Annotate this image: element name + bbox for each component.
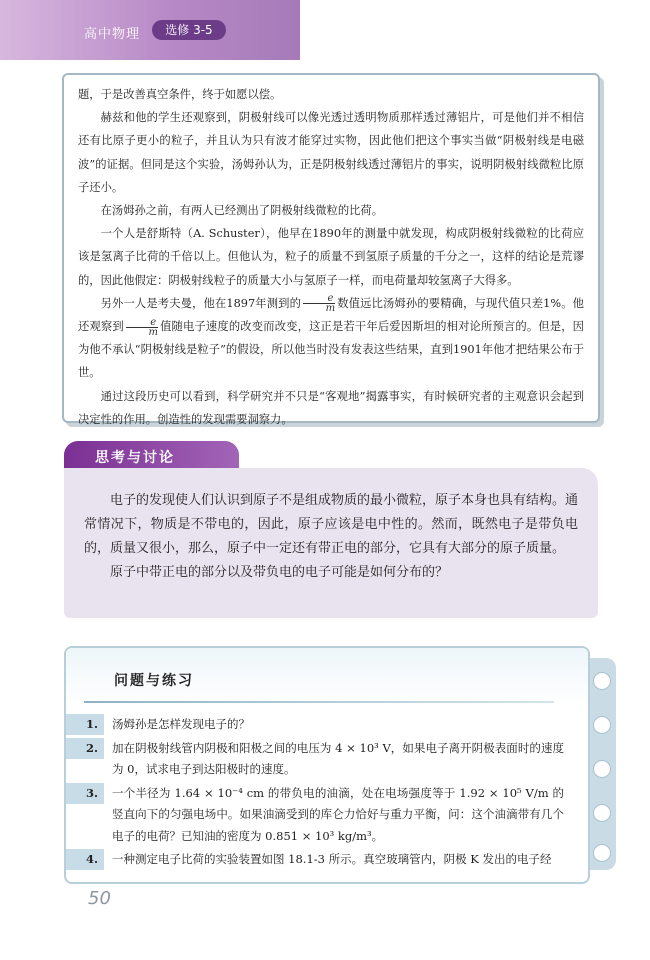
binder-ring-icon — [593, 672, 611, 690]
list-item — [66, 714, 588, 736]
fraction-e-over-m — [126, 318, 158, 337]
paragraph: 通过这段历史可以看到，科学研究并不只是“客观地”揭露事实，有时候研究者的主观意识会起到决定性的作用。创造性的发现需要洞察力。 — [78, 389, 584, 426]
book-title: 高中物理 — [84, 27, 141, 42]
exercise-list — [66, 714, 588, 873]
reading-box — [62, 73, 600, 426]
fraction-numerator: e — [303, 294, 335, 304]
binder-ring-icon — [593, 804, 611, 822]
item-number: 1. — [66, 714, 104, 735]
paragraph: 题，于是改善真空条件，终于如愿以偿。 — [78, 88, 282, 101]
discussion-paragraph: 原子中带正电的部分以及带负电的电子可能是如何分布的？ — [110, 565, 449, 580]
fraction-numerator: e — [126, 318, 158, 328]
item-text: 一种测定电子比荷的实验装置如图 18.1-3 所示。真空玻璃管内，阴极 K 发出的电子经 — [112, 852, 552, 866]
header-bar — [0, 0, 300, 60]
text-segment: 另外一人是考夫曼，他在1897年测到的 — [100, 296, 302, 310]
exercise-box — [64, 646, 590, 884]
binder-tabs — [586, 658, 616, 870]
text-segment: 值随电子速度的改变而改变，这正是若干年后爱因斯坦的相对论所预言的。但是，因为他不承认“阴极射线是粒子”的假设，所以他当时没有发表这些结果，直到1901年他才把结果公布于世。 — [78, 320, 584, 380]
discussion-title: 思考与讨论 — [95, 450, 175, 466]
discussion-paragraph: 电子的发现使人们认识到原子不是组成物质的最小微粒，原子本身也具有结构。通常情况下，物质是不带电的，因此，原子应该是电中性的。然而，既然电子是带负电的，质量又很小，那么，原子中一定还有带正电的部分，它具有大部分的原子质量。 — [84, 493, 579, 556]
fraction-e-over-m — [303, 294, 335, 313]
binder-ring-icon — [593, 844, 611, 862]
fraction-denominator: m — [325, 303, 336, 315]
list-item — [66, 849, 588, 871]
discussion-box — [64, 468, 598, 618]
item-text: 加在阴极射线管内阴极和阳极之间的电压为 4 × 10³ V，如果电子离开阴极表面时的速度为 0，试求电子到达阳极时的速度。 — [112, 740, 564, 776]
reading-content — [78, 83, 584, 431]
item-number: 3. — [66, 783, 104, 804]
exercise-title: 问题与练习 — [114, 673, 194, 689]
item-number: 4. — [66, 849, 104, 870]
list-item — [66, 738, 588, 781]
paragraph: 赫兹和他的学生还观察到，阴极射线可以像光透过透明物质那样透过薄铝片，可是他们并不相信还有比原子更小的粒子，并且认为只有波才能穿过实物，因此他们把这个事实当做“阴极射线是电磁波”的证据。但同是这个实验，汤姆孙认为，正是阴极射线透过薄铝片的事实，说明阴极射线微粒比原子还小。 — [78, 111, 584, 194]
text-segment: 数值远比汤姆孙的要精确，与现代值只差1%。他还观察到 — [78, 296, 584, 334]
paragraph-kaufmann — [78, 292, 584, 385]
paragraph: 在汤姆孙之前，有两人已经测出了阴极射线微粒的比荷。 — [100, 204, 384, 218]
divider — [84, 701, 554, 703]
binder-ring-icon — [593, 716, 611, 734]
page-number: 50 — [88, 888, 111, 909]
list-item — [66, 783, 588, 848]
volume-badge: 选修 3-5 — [152, 20, 226, 40]
item-text: 汤姆孙是怎样发现电子的？ — [112, 717, 250, 731]
fraction-denominator: m — [148, 326, 158, 338]
paragraph: 一个人是舒斯特（A. Schuster），他早在1890年的测量中就发现，构成阴极射线微粒的比荷应该是氢离子比荷的千倍以上。但他认为，粒子的质量不到氢原子质量的千分之一，这样的结论是荒谬的，因此他假定：阴极射线粒子的质量大小与氢原子一样，而电荷量却较氢离子大得多。 — [78, 227, 584, 287]
discussion-content — [84, 489, 578, 585]
binder-ring-icon — [593, 760, 611, 778]
item-number: 2. — [66, 738, 104, 759]
item-text: 一个半径为 1.64 × 10⁻⁴ cm 的带负电的油滴，处在电场强度等于 1.92 × 10⁵ V/m 的竖直向下的匀强电场中。如果油滴受到的库仑力恰好与重力平衡，问：这个油滴带有几个电子的电荷？已知油的密度为 0.851 × 10³ kg/m³。 — [112, 785, 564, 843]
